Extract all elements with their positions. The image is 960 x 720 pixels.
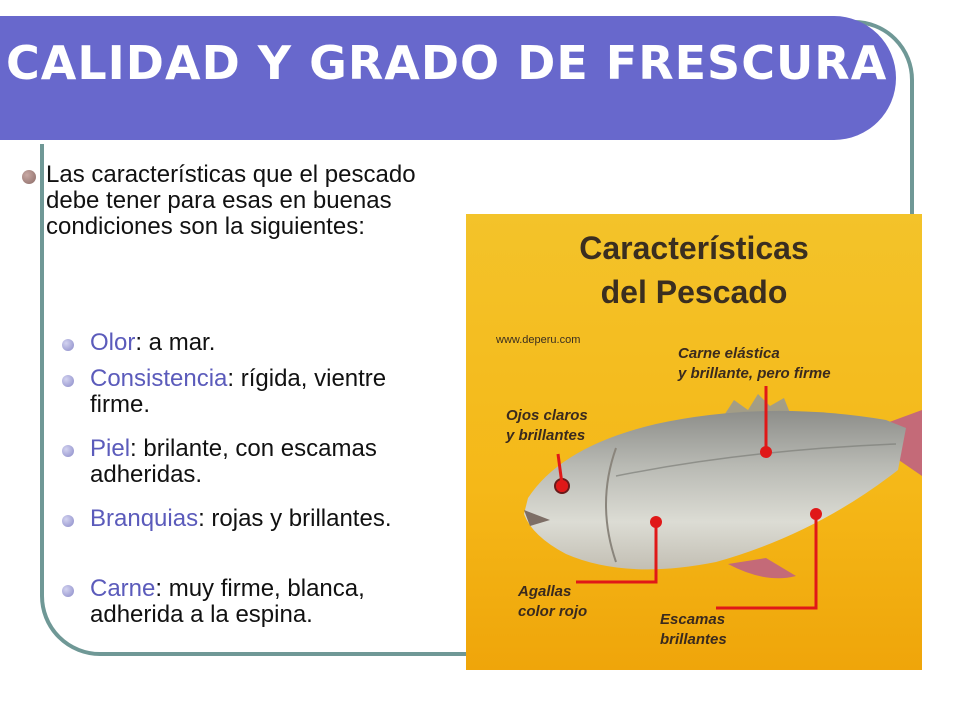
sub-bullet-dot	[62, 515, 74, 527]
term-piel: Piel	[90, 435, 131, 462]
term-olor: Olor	[90, 329, 136, 356]
term-branquias: Branquias	[90, 505, 199, 532]
list-item-text	[90, 506, 420, 532]
callout-dot-carne	[760, 446, 772, 458]
callout-dot-ojos	[556, 480, 568, 492]
sub-bullet-dot	[62, 375, 74, 387]
poster-title-line2: del Pescado	[600, 274, 788, 310]
label-ojos	[506, 406, 588, 446]
sub-bullet-dot	[62, 445, 74, 457]
fish-poster	[466, 214, 922, 670]
title-underline	[0, 140, 848, 144]
label-escamas-line1: Escamas	[660, 611, 726, 628]
callout-dot-agallas	[650, 516, 662, 528]
bullet-dot	[22, 170, 36, 184]
poster-source: www.deperu.com	[496, 334, 581, 346]
desc-carne: : muy firme, blanca, adherida a la espina.	[90, 575, 365, 628]
label-agallas	[518, 582, 587, 622]
title-band	[0, 16, 896, 140]
desc-piel: : brilante, con escamas adheridas.	[90, 435, 377, 488]
poster-title-line1: Características	[579, 230, 809, 266]
label-ojos-line2: y brillantes	[506, 427, 586, 444]
label-ojos-line1: Ojos claros	[506, 407, 588, 424]
list-item-text	[90, 436, 420, 488]
label-carne-line1: Carne elástica	[678, 345, 780, 362]
list-item-text	[90, 576, 420, 628]
belly-fin	[728, 558, 796, 578]
list-item-text	[90, 366, 420, 418]
desc-branquias: : rojas y brillantes.	[198, 505, 392, 532]
label-agallas-line1: Agallas	[518, 583, 572, 600]
label-escamas-line2: brillantes	[660, 631, 727, 648]
term-carne: Carne	[90, 575, 156, 602]
label-carne	[678, 344, 831, 384]
label-agallas-line2: color rojo	[518, 603, 588, 620]
label-escamas	[660, 610, 727, 650]
label-carne-line2: y brillante, pero firme	[678, 365, 831, 382]
sub-bullet-dot	[62, 585, 74, 597]
desc-olor: : a mar.	[135, 329, 216, 356]
slide-title: CALIDAD Y GRADO DE FRESCURA	[6, 36, 888, 90]
list-item-text	[90, 330, 420, 356]
term-consistencia: Consistencia	[90, 365, 228, 392]
sub-bullet-dot	[62, 339, 74, 351]
intro-text: Las características que el pescado debe tener para esas en buenas condiciones son la siguientes:	[46, 161, 416, 240]
callout-dot-escamas	[810, 508, 822, 520]
desc-consistencia: : rígida, vientre firme.	[90, 365, 387, 418]
